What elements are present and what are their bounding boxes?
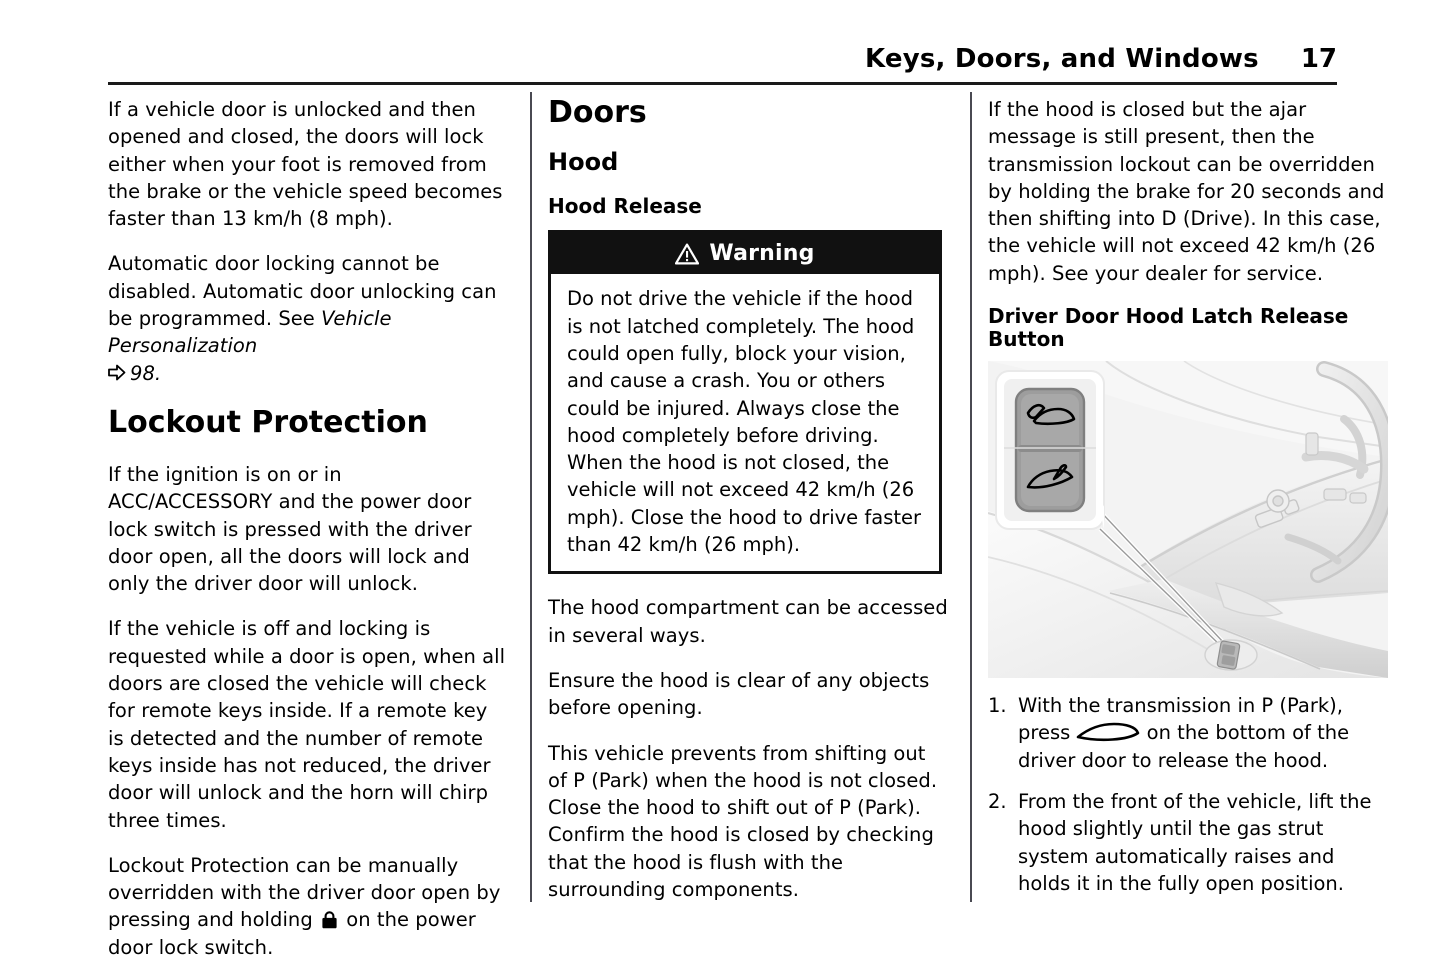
step-text-before-icon: With the transmission in P (Park), press (1018, 694, 1343, 745)
heading-lockout-protection: Lockout Protection (108, 404, 428, 440)
warning-label: Warning (709, 240, 815, 266)
page-title: Keys, Doors, and Windows (865, 44, 1259, 74)
step-number: 2. (988, 789, 1007, 813)
cross-reference-arrow-icon (108, 361, 126, 388)
column-left (108, 96, 508, 959)
xref-page-number: 98. (130, 361, 162, 385)
column-middle (548, 96, 948, 916)
header-rule (108, 82, 1337, 85)
paragraph-text: Automatic door locking cannot be disabled. Automatic door unlocking can be programmed. See (108, 252, 497, 331)
paragraph-lockout-remote-keys: If the vehicle is off and locking is requested while a door is open, when all doors are closed the vehicle will check for remote keys inside. If a remote key is detected and the number of remote keys inside has not reduced, the driver door will unlock and the horn will chirp three times. (108, 617, 506, 832)
heading-hood-release: Hood Release (548, 194, 702, 219)
list-item (988, 788, 1388, 897)
column-divider-left (530, 92, 532, 902)
paragraph-auto-unlocking-reference (108, 250, 508, 387)
three-column-body (108, 95, 1385, 959)
heading-hood: Hood (548, 148, 619, 176)
page-number: 17 (1300, 44, 1337, 74)
xref-title: Vehicle Personalization (108, 307, 392, 358)
heading-doors: Doors (548, 95, 647, 130)
heading-driver-door-hood-latch-release-button: Driver Door Hood Latch Release Button (988, 304, 1349, 352)
step-text-after-icon: on the bottom of the driver door to release the hood. (1018, 721, 1350, 772)
column-right (988, 96, 1388, 916)
paragraph-lockout-ignition: If the ignition is on or in ACC/ACCESSORY and the power door lock switch is pressed with the driver door open, all the doors will lock and only the driver door will unlock. (108, 462, 472, 596)
warning-body (551, 274, 939, 571)
warning-box (548, 230, 942, 574)
hood-release-steps (988, 692, 1388, 897)
paragraph-manual-override (108, 852, 508, 961)
paragraph-ajar-override: If the hood is closed but the ajar message is still present, then the transmission lockout can be overridden by holding the brake for 20 seconds and then shifting into D (Drive). In this case, the vehicle will not exceed 42 km/h (26 mph). See your dealer for service. (988, 98, 1385, 285)
paragraph-hood-access: The hood compartment can be accessed in several ways. (548, 596, 948, 647)
list-item (988, 692, 1388, 774)
step-number: 1. (988, 694, 1007, 718)
warning-text: Do not drive the vehicle if the hood is not latched completely. The hood could open fully, block your vision, and cause a crash. You or others could be injured. Always close the hood completely before driving. When the hood is not closed, the vehicle will not exceed 42 km/h (26 mph). Close the hood to drive faster than 42 km/h (26 mph). (567, 287, 922, 557)
warning-triangle-icon (675, 243, 699, 265)
warning-banner (551, 233, 939, 274)
paragraph-auto-locking: If a vehicle door is unlocked and then opened and closed, the doors will lock either when your foot is removed from the brake or the vehicle speed becomes faster than 13 km/h (8 mph). (108, 98, 503, 231)
callout-detail (996, 371, 1104, 529)
step-text: From the front of the vehicle, lift the hood slightly until the gas strut system automatically raises and holds it in the fully open position. (1018, 789, 1372, 895)
paragraph-shift-lockout: This vehicle prevents from shifting out of P (Park) when the hood is not closed. Close the hood to shift out of P (Park). Confirm the hood is closed by checking that the hood is flush with the surrounding components. (548, 741, 938, 902)
hood-open-car-icon (1076, 721, 1140, 743)
manual-override-text-before: Lockout Protection can be manually overridden with the driver door open by pressing and holding (108, 853, 501, 932)
paragraph-clear-objects: Ensure the hood is clear of any objects before opening. (548, 668, 930, 720)
door-sill-switch (1205, 640, 1257, 670)
page-header (108, 46, 1337, 84)
driver-door-hood-latch-illustration (988, 361, 1388, 678)
manual-override-text-after: on the power door lock switch. (108, 908, 476, 959)
column-divider-right (970, 92, 972, 902)
lock-icon (321, 909, 338, 927)
